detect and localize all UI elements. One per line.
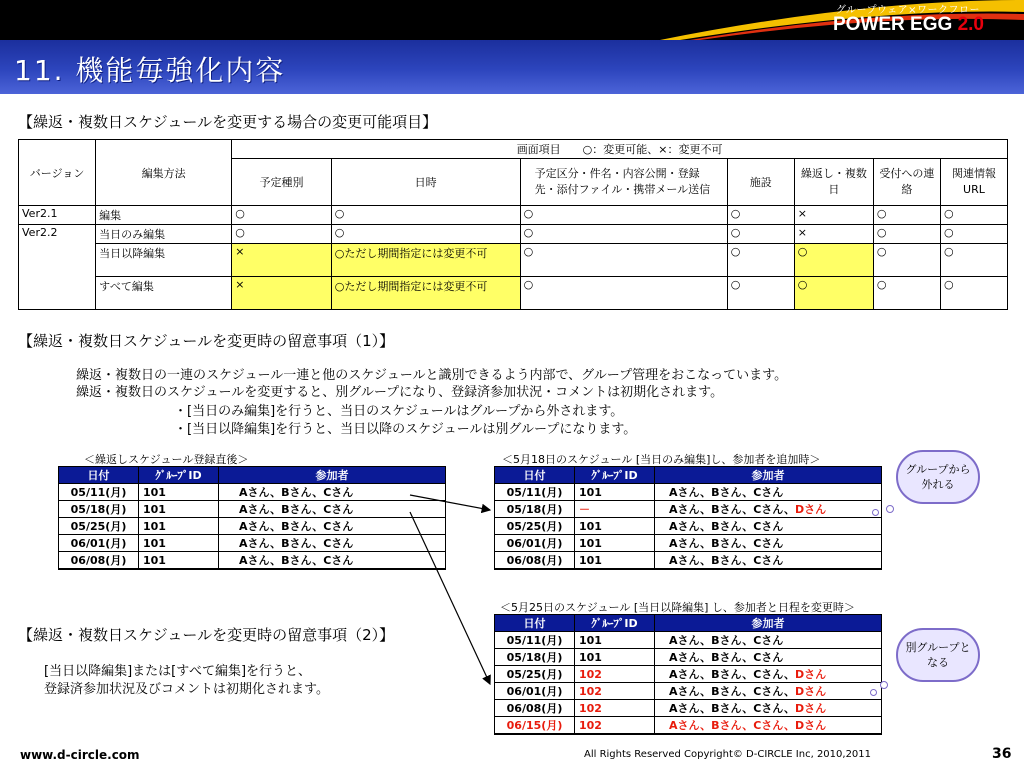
- cell: ○: [940, 225, 1007, 244]
- section1-heading: 【繰返・複数日スケジュールを変更する場合の変更可能項目】: [18, 113, 438, 131]
- cell: ○: [520, 225, 727, 244]
- callout-bubble-2: 別グループとなる: [896, 628, 980, 682]
- page-number: 36: [992, 746, 1012, 762]
- cell-gid: 101: [139, 535, 219, 552]
- participants-base: Aさん、Bさん、Cさん、: [669, 702, 795, 715]
- cell-date: 06/08(月): [495, 700, 575, 717]
- cell-gid: 102: [575, 683, 655, 700]
- col-version: バージョン: [19, 140, 96, 206]
- cell-date: 05/18(月): [59, 501, 139, 518]
- cell: ○: [520, 244, 727, 277]
- subcol: 施設: [727, 159, 794, 206]
- cell: ○: [873, 244, 940, 277]
- col-participants: 参加者: [655, 467, 882, 484]
- cell: ○: [727, 277, 794, 310]
- cell-date: 06/01(月): [495, 683, 575, 700]
- brand-name: POWER EGG: [833, 14, 953, 35]
- cell-participants: Aさん、Bさん、Cさん: [655, 632, 882, 649]
- cell-participants: Aさん、Bさん、Cさん: [219, 501, 446, 518]
- cell: ○: [520, 277, 727, 310]
- note-line: 繰返・複数日の一連のスケジュール一連と他のスケジュールと識別できるよう内部で、グループ管理をおこなっています。: [76, 368, 788, 383]
- cell-participants: Aさん、Bさん、Cさん: [219, 484, 446, 501]
- table-a-caption: ＜繰返しスケジュール登録直後＞: [84, 453, 249, 466]
- cell-gid: 102: [575, 700, 655, 717]
- participants-base: Aさん、Bさん、Cさん、: [669, 503, 795, 516]
- cell-version: Ver2.2: [19, 225, 96, 310]
- cell: ○: [794, 277, 873, 310]
- callout-tail-dot: [886, 505, 894, 513]
- note-line: ・[当日以降編集]を行うと、当日以降のスケジュールは別グループになります。: [174, 422, 637, 437]
- cell: ×: [232, 277, 332, 310]
- cell-participants: Aさん、Bさん、Cさん、Dさん: [655, 717, 882, 735]
- cell-gid: 101: [575, 552, 655, 570]
- cell-version: Ver2.1: [19, 206, 96, 225]
- subcol: 受付への連絡: [873, 159, 940, 206]
- cell-participants: Aさん、Bさん、Cさん: [655, 649, 882, 666]
- cell-gid: 101: [139, 552, 219, 570]
- participant-added: Dさん: [794, 503, 827, 516]
- cell: ○: [727, 225, 794, 244]
- col-group-id: ｸﾞﾙｰﾌﾟID: [575, 467, 655, 484]
- cell: ○: [232, 206, 332, 225]
- participant-added: Dさん: [794, 668, 827, 681]
- table-c-caption: ＜5月25日のスケジュール [当日以降編集] し、参加者と日程を変更時＞: [500, 601, 855, 614]
- callout-tail-dot: [880, 681, 888, 689]
- cell-date: 05/25(月): [495, 666, 575, 683]
- callout-bubble-1: グループから外れる: [896, 450, 980, 504]
- page-title: 11. 機能毎強化内容: [14, 54, 286, 87]
- col-group-id: ｸﾞﾙｰﾌﾟID: [575, 615, 655, 632]
- callout-tail-dot: [872, 509, 879, 516]
- cell-date: 06/08(月): [59, 552, 139, 570]
- cell: ○: [232, 225, 332, 244]
- cell-gid: －: [575, 501, 655, 518]
- cell-gid: 102: [575, 717, 655, 735]
- cell: ○: [331, 225, 520, 244]
- cell: ○ただし期間指定には変更不可: [331, 277, 520, 310]
- note-line: 登録済参加状況及びコメントは初期化されます。: [44, 682, 329, 697]
- arrow-to-table-b: [410, 495, 490, 510]
- cell-participants: Aさん、Bさん、Cさん: [219, 535, 446, 552]
- cell-date: 05/25(月): [59, 518, 139, 535]
- cell: ×: [232, 244, 332, 277]
- participants-base: Aさん、Bさん、Cさん、: [669, 668, 795, 681]
- section2-heading: 【繰返・複数日スケジュールを変更時の留意事項（1）】: [18, 332, 395, 350]
- subcol: 予定種別: [232, 159, 332, 206]
- cell-date: 05/18(月): [495, 501, 575, 518]
- cell: ○: [794, 244, 873, 277]
- cell-gid: 102: [575, 666, 655, 683]
- cell-participants: Aさん、Bさん、Cさん: [655, 484, 882, 501]
- cell: ○ただし期間指定には変更不可: [331, 244, 520, 277]
- cell-date: 05/18(月): [495, 649, 575, 666]
- subcol: 日時: [331, 159, 520, 206]
- cell-participants: Aさん、Bさん、Cさん: [655, 518, 882, 535]
- cell-gid: 101: [575, 484, 655, 501]
- cell: ○: [873, 277, 940, 310]
- participants-base: Aさん、Bさん、Cさん、: [669, 685, 795, 698]
- cell: ○: [873, 225, 940, 244]
- cell: ○: [940, 244, 1007, 277]
- cell-gid: 101: [575, 518, 655, 535]
- col-participants: 参加者: [219, 467, 446, 484]
- note-line: 繰返・複数日のスケジュールを変更すると、別グループになり、登録済参加状況・コメントは初期化されます。: [76, 385, 724, 400]
- cell: ○: [940, 206, 1007, 225]
- cell-gid: 101: [575, 632, 655, 649]
- cell-date: 05/25(月): [495, 518, 575, 535]
- participant-added: Dさん: [794, 702, 827, 715]
- note-line: [当日以降編集]または[すべて編集]を行うと、: [44, 664, 312, 679]
- cell: ○: [940, 277, 1007, 310]
- cell: ○: [331, 206, 520, 225]
- cell-method: 当日以降編集: [96, 244, 232, 277]
- cell-participants: Aさん、Bさん、Cさん: [655, 535, 882, 552]
- cell-date: 06/15(月): [495, 717, 575, 735]
- footer-url[interactable]: www.d-circle.com: [20, 748, 140, 762]
- cell: ○: [727, 244, 794, 277]
- col-participants: 参加者: [655, 615, 882, 632]
- cell-method: 編集: [96, 206, 232, 225]
- col-date: 日付: [495, 467, 575, 484]
- cell: ×: [794, 206, 873, 225]
- cell: ○: [873, 206, 940, 225]
- col-date: 日付: [495, 615, 575, 632]
- cell-date: 05/11(月): [495, 632, 575, 649]
- cell-date: 06/01(月): [59, 535, 139, 552]
- cell-date: 06/08(月): [495, 552, 575, 570]
- cell-gid: 101: [575, 535, 655, 552]
- col-date: 日付: [59, 467, 139, 484]
- cell-gid: 101: [575, 649, 655, 666]
- cell-participants: Aさん、Bさん、Cさん: [655, 552, 882, 570]
- col-group-id: ｸﾞﾙｰﾌﾟID: [139, 467, 219, 484]
- cell-gid: 101: [139, 518, 219, 535]
- cell-participants: Aさん、Bさん、Cさん: [219, 552, 446, 570]
- cell-method: 当日のみ編集: [96, 225, 232, 244]
- note-line: ・[当日のみ編集]を行うと、当日のスケジュールはグループから外されます。: [174, 404, 624, 419]
- subcol: 繰返し・複数日: [794, 159, 873, 206]
- arrow-to-table-c: [410, 512, 490, 684]
- brand-tagline: グループウェア×ワークフロー: [835, 5, 980, 16]
- callout-tail-dot: [870, 689, 877, 696]
- cell-date: 05/11(月): [495, 484, 575, 501]
- cell-date: 05/11(月): [59, 484, 139, 501]
- section3-heading: 【繰返・複数日スケジュールを変更時の留意事項（2）】: [18, 626, 395, 644]
- cell-gid: 101: [139, 501, 219, 518]
- table-b-caption: ＜5月18日のスケジュール [当日のみ編集]し、参加者を追加時＞: [502, 453, 821, 466]
- col-screen-items: 画面項目 ○：変更可能、×：変更不可: [232, 140, 1008, 159]
- cell: ○: [520, 206, 727, 225]
- cell-gid: 101: [139, 484, 219, 501]
- cell: ×: [794, 225, 873, 244]
- cell-method: すべて編集: [96, 277, 232, 310]
- footer-copyright: All Rights Reserved Copyright© D-CIRCLE Inc, 2010,2011: [584, 749, 872, 760]
- subcol: 予定区分・件名・内容公開・登録先・添付ファイル・携帯メール送信: [520, 159, 727, 206]
- subcol: 関連情報URL: [940, 159, 1007, 206]
- cell-date: 06/01(月): [495, 535, 575, 552]
- cell: ○: [727, 206, 794, 225]
- brand-version: 2.0: [957, 14, 984, 35]
- participant-added: Dさん: [794, 685, 827, 698]
- cell-participants: Aさん、Bさん、Cさん: [219, 518, 446, 535]
- col-method: 編集方法: [96, 140, 232, 206]
